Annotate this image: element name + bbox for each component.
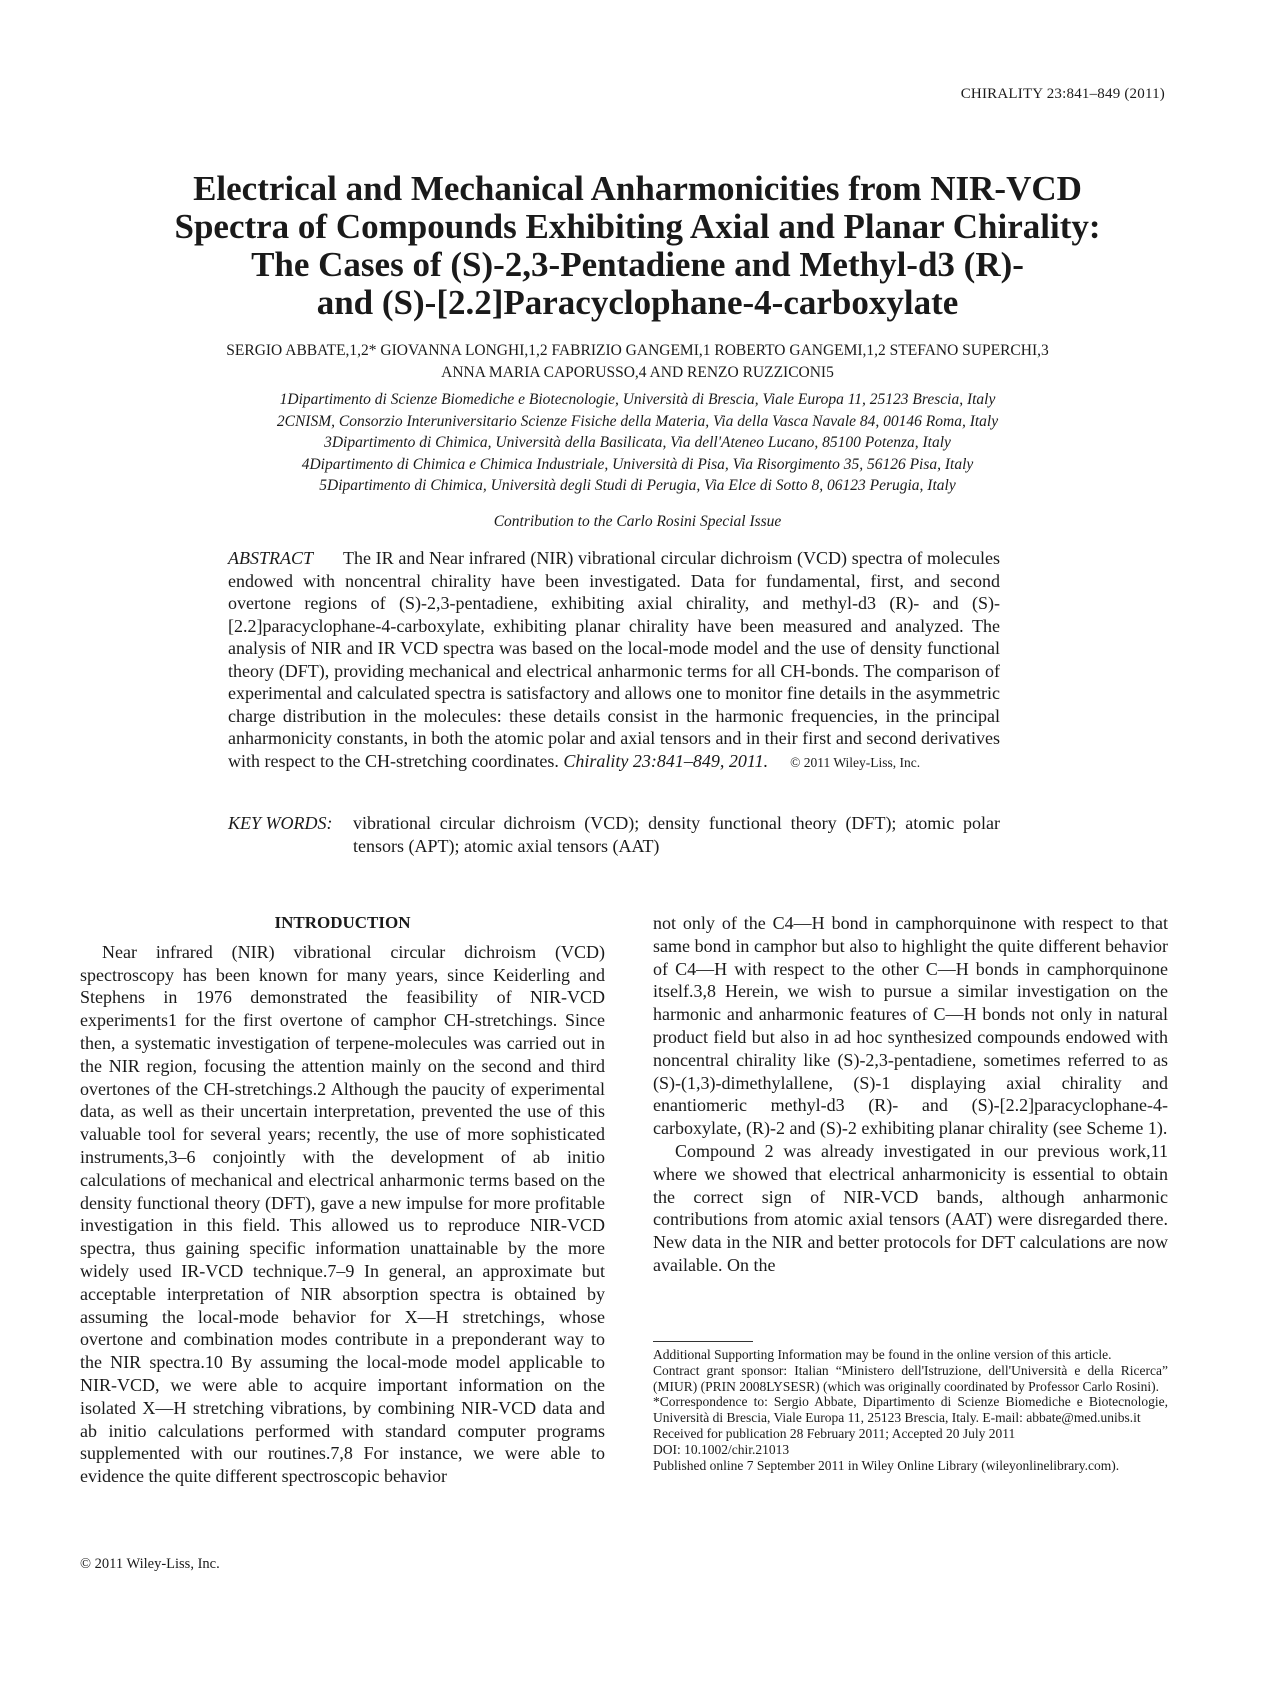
abstract-citation: Chirality 23:841–849, 2011.	[563, 750, 769, 771]
affiliations	[0, 389, 1275, 497]
affiliation-1: 1Dipartimento di Scienze Biomediche e Biotecnologie, Università di Brescia, Viale Europa 11, 25123 Brescia, Italy	[279, 391, 996, 408]
keywords	[228, 812, 1000, 857]
footnote-grant: Contract grant sponsor: Italian “Ministero dell'Istruzione, dell'Università e della Ricerca” (MIUR) (PRIN 2008LYSESR) (which was originally coordinated by Professor Carlo Rosini).	[653, 1362, 1168, 1394]
footnote-published: Published online 7 September 2011 in Wiley Online Library (wileyonlinelibrary.com).	[653, 1457, 1120, 1473]
abstract-text: The IR and Near infrared (NIR) vibrational circular dichroism (VCD) spectra of molecules endowed with noncentral chirality have been investigated. Data for fundamental, first, and second overtone regions of (S)-2,3-pentadiene, exhibiting axial chirality, and methyl-d3 (R)- and (S)-[2.2]paracyclophane-4-carboxylate, exhibiting planar chirality have been measured and analyzed. The analysis of NIR and IR VCD spectra was based on the local-mode model and the use of density functional theory (DFT), providing mechanical and electrical anharmonic terms for all CH-bonds. The comparison of experimental and calculated spectra is satisfactory and allows one to monitor fine details in the asymmetric charge distribution in the molecules: these details consist in the harmonic frequencies, in the principal anharmonicity constants, in both the atomic polar and axial tensors and in their first and second derivatives with respect to the CH-stretching coordinates.	[228, 548, 1000, 771]
authors-line-2: ANNA MARIA CAPORUSSO,4 AND RENZO RUZZICONI5	[441, 364, 834, 381]
affiliation-4: 4Dipartimento di Chimica e Chimica Industriale, Università di Pisa, Via Risorgimento 35, 56126 Pisa, Italy	[301, 455, 974, 473]
intro-paragraph-1-continued: not only of the C4—H bond in camphorquinone with respect to that same bond in camphor but also to highlight the quite different behavior of C4—H with respect to the other C—H bonds in camphorquinone itself.3,8 Herein, we wish to pursue a similar investigation on the harmonic and anharmonic features of C—H bonds not only in natural product field but also in ad hoc synthesized compounds endowed with noncentral chirality like (S)-2,3-pentadiene, sometimes referred to as (S)-(1,3)-dimethylallene, (S)-1 displaying axial chirality and enantiomeric methyl-d3 (R)- and (S)-[2.2]paracyclophane-4-carboxylate, (R)-2 and (S)-2 exhibiting planar chirality (see Scheme 1).	[653, 913, 1168, 1139]
intro-paragraph-1: Near infrared (NIR) vibrational circular dichroism (VCD) spectroscopy has been known for many years, since Keiderling and Stephens in 1976 demonstrated the feasibility of NIR-VCD experiments1 for the first overtone of camphor CH-stretchings. Since then, a systematic investigation of terpene-molecules was carried out in the NIR region, focusing the attention mainly on the second and third overtones of the CH-stretchings.2 Although the paucity of experimental data, as well as their uncertain interpretation, prevented the use of this valuable tool for several years; recently, the use of more sophisticated instruments,3–6 conjointly with the development of ab initio calculations of mechanical and electrical anharmonic terms based on the density functional theory (DFT), gave a new impulse for more profitable investigation in this field. This allowed us to reproduce NIR-VCD spectra, thus gaining specific information unattainable by the more widely used IR-VCD technique.7–9 In general, an approximate but acceptable interpretation of NIR absorption spectra is obtained by assuming the local-mode behavior for X—H stretchings, whose overtone and combination modes contribute in a preponderant way to the NIR spectra.10 By assuming the local-mode model applicable to NIR-VCD, we were able to acquire important information on the isolated X—H stretching vibrations, by combining NIR-VCD data and ab initio calculations performed with standard computer programs supplemented with our routines.7,8 For instance, we were able to evidence the quite different spectroscopic behavior	[80, 941, 605, 1487]
title-line-2: Spectra of Compounds Exhibiting Axial and Planar Chirality:	[174, 207, 1101, 246]
footer-copyright: © 2011 Wiley-Liss, Inc.	[80, 1556, 220, 1572]
affiliation-5: 5Dipartimento di Chimica, Università degli Studi di Perugia, Via Elce di Sotto 8, 06123 Perugia, Italy	[319, 477, 956, 494]
abstract	[228, 547, 1000, 774]
keywords-label: KEY WORDS:	[228, 813, 333, 833]
footnote-divider	[653, 1341, 753, 1342]
abstract-label: ABSTRACT	[228, 548, 314, 568]
left-column	[80, 912, 605, 1488]
abstract-copyright: © 2011 Wiley-Liss, Inc.	[790, 754, 921, 770]
special-issue-note: Contribution to the Carlo Rosini Special Issue	[493, 513, 782, 530]
intro-paragraph-2: Compound 2 was already investigated in our previous work,11 where we showed that electrical anharmonicity is essential to obtain the correct sign of NIR-VCD bands, although anharmonic contributions from atomic axial tensors (AAT) were disregarded there. New data in the NIR and better protocols for DFT calculations are now available. On the	[653, 1140, 1168, 1275]
footnote-correspondence: *Correspondence to: Sergio Abbate, Dipartimento di Scienze Biomediche e Biotecnologie, Università di Brescia, Viale Europa 11, 25123 Brescia, Italy. E-mail: abbate@med.unibs.it	[653, 1394, 1168, 1426]
footnote-doi: DOI: 10.1002/chir.21013	[653, 1441, 790, 1457]
footnote-supporting-info: Additional Supporting Information may be found in the online version of this article.	[653, 1347, 1112, 1362]
title-line-4: and (S)-[2.2]Paracyclophane-4-carboxylate	[316, 283, 959, 322]
right-column	[653, 912, 1168, 1277]
paper-title	[0, 170, 1275, 322]
authors-line-1: SERGIO ABBATE,1,2* GIOVANNA LONGHI,1,2 FABRIZIO GANGEMI,1 ROBERTO GANGEMI,1,2 STEFANO SUPERCHI,3	[226, 342, 1049, 359]
footnote-received: Received for publication 28 February 2011; Accepted 20 July 2011	[653, 1425, 1016, 1441]
title-line-1: Electrical and Mechanical Anharmonicities from NIR-VCD	[193, 169, 1082, 208]
affiliation-3: 3Dipartimento di Chimica, Università della Basilicata, Via dell'Ateneo Lucano, 85100 Potenza, Italy	[324, 434, 951, 451]
section-heading-introduction: INTRODUCTION	[274, 913, 411, 932]
author-list	[0, 340, 1275, 384]
keywords-text: vibrational circular dichroism (VCD); density functional theory (DFT); atomic polar tensors (APT); atomic axial tensors (AAT)	[353, 813, 1000, 856]
affiliation-2: 2CNISM, Consorzio Interuniversitario Scienze Fisiche della Materia, Via della Vasca Navale 84, 00146 Roma, Italy	[276, 412, 999, 430]
footnotes	[653, 1347, 1168, 1473]
title-line-3: The Cases of (S)-2,3-Pentadiene and Methyl-d3 (R)-	[251, 245, 1024, 284]
running-head: CHIRALITY 23:841–849 (2011)	[960, 86, 1165, 102]
